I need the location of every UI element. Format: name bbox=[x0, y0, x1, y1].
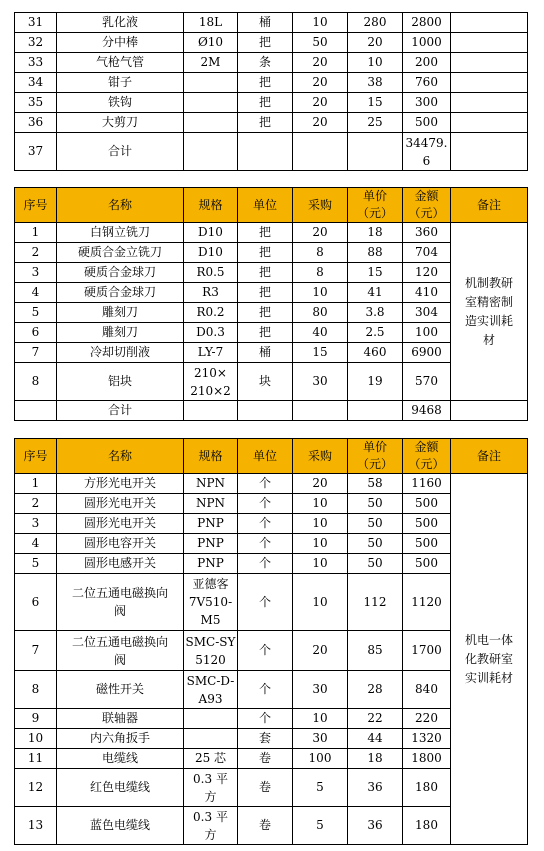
header-qty: 采购 bbox=[293, 188, 348, 223]
cell-no: 37 bbox=[15, 133, 57, 171]
cell-no: 8 bbox=[15, 363, 57, 401]
cell-name: 圆形电感开关 bbox=[57, 554, 184, 574]
cell-spec: 18L bbox=[184, 13, 238, 33]
cell-qty: 10 bbox=[293, 709, 348, 729]
note-cell-line: 化教研室 bbox=[464, 651, 513, 666]
cell-no: 10 bbox=[15, 729, 57, 749]
cell-amount: 1800 bbox=[403, 749, 451, 769]
cell-price: 3.8 bbox=[348, 303, 403, 323]
cell-spec-line: SMC-D- bbox=[186, 673, 235, 688]
cell-no: 8 bbox=[15, 671, 57, 709]
cell-amount: 1000 bbox=[403, 33, 451, 53]
cell-empty bbox=[348, 133, 403, 171]
cell-spec-line: 5120 bbox=[195, 652, 226, 667]
note-cell bbox=[451, 474, 528, 845]
cell-empty bbox=[184, 401, 238, 421]
cell-spec-line: 0.3 平 bbox=[193, 771, 228, 786]
cell-unit: 把 bbox=[238, 303, 293, 323]
table-header-row bbox=[15, 439, 528, 474]
header-amount-line1: 金额 bbox=[414, 189, 439, 203]
cell-amount-line: 6 bbox=[422, 153, 431, 168]
cell-spec-line: SMC-SY bbox=[185, 634, 236, 649]
cell-amount: 1160 bbox=[403, 474, 451, 494]
cell-amount: 704 bbox=[403, 243, 451, 263]
cell-price: 50 bbox=[348, 514, 403, 534]
cell-amount: 500 bbox=[403, 113, 451, 133]
table-row bbox=[15, 33, 528, 53]
cell-price: 36 bbox=[348, 769, 403, 807]
cell-spec bbox=[184, 769, 238, 807]
header-note: 备注 bbox=[451, 188, 528, 223]
cell-name: 硬质合金球刀 bbox=[57, 283, 184, 303]
cell-amount: 1320 bbox=[403, 729, 451, 749]
cell-price: 22 bbox=[348, 709, 403, 729]
note-cell-line: 材 bbox=[482, 332, 495, 347]
cell-name: 联轴器 bbox=[57, 709, 184, 729]
cell-qty: 10 bbox=[293, 494, 348, 514]
cell-unit: 卷 bbox=[238, 807, 293, 845]
cell-amount: 200 bbox=[403, 53, 451, 73]
cell-qty: 10 bbox=[293, 554, 348, 574]
total-row bbox=[15, 133, 528, 171]
cell-amount: 304 bbox=[403, 303, 451, 323]
cell-spec: D10 bbox=[184, 223, 238, 243]
cell-unit: 卷 bbox=[238, 749, 293, 769]
cell-amount: 180 bbox=[403, 769, 451, 807]
cell-name: 钳子 bbox=[57, 73, 184, 93]
cell-qty: 20 bbox=[293, 93, 348, 113]
cell-name: 硬质合金球刀 bbox=[57, 263, 184, 283]
cell-price: 44 bbox=[348, 729, 403, 749]
cell-unit: 把 bbox=[238, 243, 293, 263]
cell-spec: R0.2 bbox=[184, 303, 238, 323]
cell-unit: 个 bbox=[238, 709, 293, 729]
note-cell-line: 实训耗材 bbox=[464, 670, 513, 685]
cell-unit: 把 bbox=[238, 93, 293, 113]
cell-name: 圆形电容开关 bbox=[57, 534, 184, 554]
header-unit: 单位 bbox=[238, 188, 293, 223]
header-amount-line2: （元） bbox=[408, 457, 445, 471]
cell-amount: 2800 bbox=[403, 13, 451, 33]
cell-spec bbox=[184, 807, 238, 845]
cell-unit: 桶 bbox=[238, 13, 293, 33]
cell-name: 圆形光电开关 bbox=[57, 514, 184, 534]
table-row bbox=[15, 474, 528, 494]
cell-unit: 桶 bbox=[238, 343, 293, 363]
cell-qty: 5 bbox=[293, 807, 348, 845]
cell-price: 36 bbox=[348, 807, 403, 845]
header-qty: 采购 bbox=[293, 439, 348, 474]
cell-unit: 块 bbox=[238, 363, 293, 401]
cell-price: 25 bbox=[348, 113, 403, 133]
cell-unit: 卷 bbox=[238, 769, 293, 807]
note-cell-line: 机电一体 bbox=[464, 632, 513, 647]
cell-no: 5 bbox=[15, 554, 57, 574]
cell-no: 3 bbox=[15, 514, 57, 534]
cell-unit: 把 bbox=[238, 113, 293, 133]
cell-spec bbox=[184, 93, 238, 113]
cell-amount: 500 bbox=[403, 514, 451, 534]
cell-no: 6 bbox=[15, 323, 57, 343]
cell-price: 20 bbox=[348, 33, 403, 53]
cell-amount: 1120 bbox=[403, 574, 451, 631]
cell-empty bbox=[184, 133, 238, 171]
cell-price: 28 bbox=[348, 671, 403, 709]
cell-qty: 30 bbox=[293, 729, 348, 749]
cell-spec: LY-7 bbox=[184, 343, 238, 363]
cell-unit: 个 bbox=[238, 631, 293, 671]
cell-no: 13 bbox=[15, 807, 57, 845]
cell-unit: 个 bbox=[238, 534, 293, 554]
cell-spec bbox=[184, 73, 238, 93]
cell-qty: 10 bbox=[293, 514, 348, 534]
cell-note bbox=[451, 401, 528, 421]
cell-spec bbox=[184, 729, 238, 749]
cell-unit: 把 bbox=[238, 73, 293, 93]
cell-price: 15 bbox=[348, 263, 403, 283]
cell-no: 4 bbox=[15, 283, 57, 303]
cell-amount: 410 bbox=[403, 283, 451, 303]
cell-spec-line: 210× bbox=[194, 365, 227, 380]
cell-qty: 20 bbox=[293, 474, 348, 494]
cell-price: 280 bbox=[348, 13, 403, 33]
cell-amount: 9468 bbox=[403, 401, 451, 421]
cell-qty: 8 bbox=[293, 243, 348, 263]
cell-no: 11 bbox=[15, 749, 57, 769]
cell-price: 460 bbox=[348, 343, 403, 363]
cell-price: 41 bbox=[348, 283, 403, 303]
cell-amount: 220 bbox=[403, 709, 451, 729]
cell-amount: 500 bbox=[403, 554, 451, 574]
cell-qty: 20 bbox=[293, 53, 348, 73]
cell-no: 33 bbox=[15, 53, 57, 73]
header-no: 序号 bbox=[15, 439, 57, 474]
note-cell-line: 造实训耗 bbox=[464, 313, 513, 328]
cell-qty: 80 bbox=[293, 303, 348, 323]
cell-qty: 30 bbox=[293, 671, 348, 709]
cell-spec: NPN bbox=[184, 494, 238, 514]
cell-name: 乳化液 bbox=[57, 13, 184, 33]
cell-unit: 个 bbox=[238, 514, 293, 534]
cell-amount bbox=[403, 133, 451, 171]
table-row bbox=[15, 113, 528, 133]
cell-name: 方形光电开关 bbox=[57, 474, 184, 494]
header-name: 名称 bbox=[57, 188, 184, 223]
header-price-line1: 单价 bbox=[362, 440, 387, 454]
cell-no: 35 bbox=[15, 93, 57, 113]
materials-table-continued bbox=[14, 12, 528, 171]
table-header-row bbox=[15, 188, 528, 223]
cell-spec bbox=[184, 709, 238, 729]
cell-spec-line: 亚德客 bbox=[192, 577, 229, 591]
cell-qty: 50 bbox=[293, 33, 348, 53]
cell-note bbox=[451, 113, 528, 133]
cell-empty bbox=[238, 133, 293, 171]
cell-spec: 2M bbox=[184, 53, 238, 73]
cell-price: 88 bbox=[348, 243, 403, 263]
cell-price: 2.5 bbox=[348, 323, 403, 343]
cell-price: 10 bbox=[348, 53, 403, 73]
cell-name bbox=[57, 574, 184, 631]
cell-spec-line: M5 bbox=[200, 613, 221, 627]
cell-no: 31 bbox=[15, 13, 57, 33]
cell-name: 电缆线 bbox=[57, 749, 184, 769]
cell-amount-line: 34479. bbox=[405, 135, 448, 150]
cell-name: 圆形光电开关 bbox=[57, 494, 184, 514]
cell-no: 9 bbox=[15, 709, 57, 729]
cell-unit: 个 bbox=[238, 671, 293, 709]
cell-unit: 把 bbox=[238, 33, 293, 53]
header-amount bbox=[403, 439, 451, 474]
cell-unit: 把 bbox=[238, 323, 293, 343]
cell-no: 36 bbox=[15, 113, 57, 133]
cell-spec-line: 方 bbox=[204, 827, 217, 842]
cell-no: 2 bbox=[15, 494, 57, 514]
cell-name-line: 二位五通电磁换向 bbox=[71, 634, 168, 649]
note-cell-line: 机制教研 bbox=[464, 275, 513, 290]
cell-unit: 把 bbox=[238, 283, 293, 303]
cell-qty: 20 bbox=[293, 223, 348, 243]
cell-spec-line: 7V510- bbox=[188, 595, 233, 609]
cell-qty: 10 bbox=[293, 283, 348, 303]
cell-no: 1 bbox=[15, 474, 57, 494]
cell-amount: 500 bbox=[403, 534, 451, 554]
header-no: 序号 bbox=[15, 188, 57, 223]
cell-note bbox=[451, 73, 528, 93]
cell-unit: 个 bbox=[238, 554, 293, 574]
cell-name: 红色电缆线 bbox=[57, 769, 184, 807]
cell-empty bbox=[238, 401, 293, 421]
cell-amount: 760 bbox=[403, 73, 451, 93]
header-price-line1: 单价 bbox=[362, 189, 387, 203]
cell-price: 15 bbox=[348, 93, 403, 113]
cell-empty bbox=[293, 133, 348, 171]
header-note: 备注 bbox=[451, 439, 528, 474]
mechatronics-table bbox=[14, 438, 528, 845]
cell-name: 分中棒 bbox=[57, 33, 184, 53]
cell-name: 雕刻刀 bbox=[57, 323, 184, 343]
table-row bbox=[15, 73, 528, 93]
header-amount bbox=[403, 188, 451, 223]
cell-empty bbox=[293, 401, 348, 421]
cell-empty bbox=[15, 401, 57, 421]
cell-spec-line: 210×2 bbox=[190, 383, 231, 398]
cell-price: 50 bbox=[348, 554, 403, 574]
header-name: 名称 bbox=[57, 439, 184, 474]
cell-spec: Ø10 bbox=[184, 33, 238, 53]
cell-no: 7 bbox=[15, 631, 57, 671]
cell-name bbox=[57, 631, 184, 671]
table-row bbox=[15, 223, 528, 243]
table-row bbox=[15, 13, 528, 33]
cell-name-line: 阀 bbox=[113, 652, 126, 667]
header-price-line2: （元） bbox=[356, 206, 393, 220]
cell-spec: D0.3 bbox=[184, 323, 238, 343]
cell-price: 38 bbox=[348, 73, 403, 93]
cell-no: 3 bbox=[15, 263, 57, 283]
cell-note bbox=[451, 33, 528, 53]
cell-price: 112 bbox=[348, 574, 403, 631]
cell-name-line: 阀 bbox=[113, 604, 126, 618]
cell-spec: D10 bbox=[184, 243, 238, 263]
note-cell-line: 室精密制 bbox=[464, 294, 513, 309]
cell-total-label: 合计 bbox=[57, 133, 184, 171]
cell-no: 34 bbox=[15, 73, 57, 93]
cell-spec bbox=[184, 671, 238, 709]
cell-note bbox=[451, 93, 528, 113]
cell-name: 内六角扳手 bbox=[57, 729, 184, 749]
cell-no: 32 bbox=[15, 33, 57, 53]
cell-note bbox=[451, 133, 528, 171]
cell-name: 硬质合金立铣刀 bbox=[57, 243, 184, 263]
cell-qty: 5 bbox=[293, 769, 348, 807]
cell-spec-line: 方 bbox=[204, 789, 217, 804]
cell-unit: 个 bbox=[238, 474, 293, 494]
cell-spec bbox=[184, 363, 238, 401]
cell-price: 18 bbox=[348, 749, 403, 769]
cell-price: 85 bbox=[348, 631, 403, 671]
header-price-line2: （元） bbox=[356, 457, 393, 471]
cell-amount: 570 bbox=[403, 363, 451, 401]
cell-no: 1 bbox=[15, 223, 57, 243]
cell-qty: 30 bbox=[293, 363, 348, 401]
cell-no: 4 bbox=[15, 534, 57, 554]
cell-qty: 15 bbox=[293, 343, 348, 363]
cell-unit: 把 bbox=[238, 263, 293, 283]
cell-spec-line: 0.3 平 bbox=[193, 809, 228, 824]
cell-price: 50 bbox=[348, 494, 403, 514]
cell-name: 大剪刀 bbox=[57, 113, 184, 133]
cell-no: 7 bbox=[15, 343, 57, 363]
cell-qty: 100 bbox=[293, 749, 348, 769]
cell-unit: 套 bbox=[238, 729, 293, 749]
cell-unit: 条 bbox=[238, 53, 293, 73]
cell-no: 2 bbox=[15, 243, 57, 263]
cell-amount: 100 bbox=[403, 323, 451, 343]
cell-name: 铝块 bbox=[57, 363, 184, 401]
cell-amount: 500 bbox=[403, 494, 451, 514]
cell-spec bbox=[184, 113, 238, 133]
cell-amount: 180 bbox=[403, 807, 451, 845]
cell-note bbox=[451, 53, 528, 73]
cell-note bbox=[451, 13, 528, 33]
header-amount-line2: （元） bbox=[408, 206, 445, 220]
cell-spec bbox=[184, 574, 238, 631]
cell-qty: 10 bbox=[293, 13, 348, 33]
cell-name: 冷却切削液 bbox=[57, 343, 184, 363]
cell-amount: 6900 bbox=[403, 343, 451, 363]
cell-no: 12 bbox=[15, 769, 57, 807]
cell-name: 气枪气管 bbox=[57, 53, 184, 73]
total-row bbox=[15, 401, 528, 421]
cell-spec: PNP bbox=[184, 534, 238, 554]
cell-qty: 10 bbox=[293, 534, 348, 554]
precision-manufacturing-table bbox=[14, 187, 528, 421]
cell-unit: 个 bbox=[238, 494, 293, 514]
cell-spec: R0.5 bbox=[184, 263, 238, 283]
cell-amount: 360 bbox=[403, 223, 451, 243]
cell-qty: 20 bbox=[293, 631, 348, 671]
cell-price: 19 bbox=[348, 363, 403, 401]
cell-amount: 120 bbox=[403, 263, 451, 283]
header-price bbox=[348, 188, 403, 223]
cell-spec bbox=[184, 631, 238, 671]
header-price bbox=[348, 439, 403, 474]
header-spec: 规格 bbox=[184, 439, 238, 474]
cell-no: 5 bbox=[15, 303, 57, 323]
note-cell bbox=[451, 223, 528, 401]
cell-spec: PNP bbox=[184, 554, 238, 574]
cell-amount: 300 bbox=[403, 93, 451, 113]
table-row bbox=[15, 93, 528, 113]
cell-name: 雕刻刀 bbox=[57, 303, 184, 323]
cell-name: 蓝色电缆线 bbox=[57, 807, 184, 845]
cell-no: 6 bbox=[15, 574, 57, 631]
cell-spec: R3 bbox=[184, 283, 238, 303]
cell-qty: 20 bbox=[293, 113, 348, 133]
header-amount-line1: 金额 bbox=[414, 440, 439, 454]
cell-spec-line: A93 bbox=[198, 691, 223, 706]
cell-price: 50 bbox=[348, 534, 403, 554]
cell-amount: 1700 bbox=[403, 631, 451, 671]
cell-name: 白钢立铣刀 bbox=[57, 223, 184, 243]
cell-price: 58 bbox=[348, 474, 403, 494]
cell-name: 磁性开关 bbox=[57, 671, 184, 709]
cell-total-label: 合计 bbox=[57, 401, 184, 421]
cell-amount: 840 bbox=[403, 671, 451, 709]
cell-qty: 10 bbox=[293, 574, 348, 631]
cell-qty: 40 bbox=[293, 323, 348, 343]
cell-empty bbox=[348, 401, 403, 421]
header-spec: 规格 bbox=[184, 188, 238, 223]
table-row bbox=[15, 53, 528, 73]
cell-qty: 20 bbox=[293, 73, 348, 93]
cell-spec: 25 芯 bbox=[184, 749, 238, 769]
cell-spec: NPN bbox=[184, 474, 238, 494]
cell-unit: 把 bbox=[238, 223, 293, 243]
cell-qty: 8 bbox=[293, 263, 348, 283]
cell-name-line: 二位五通电磁换向 bbox=[71, 586, 168, 600]
cell-spec: PNP bbox=[184, 514, 238, 534]
cell-price: 18 bbox=[348, 223, 403, 243]
cell-unit: 个 bbox=[238, 574, 293, 631]
header-unit: 单位 bbox=[238, 439, 293, 474]
cell-name: 铁钩 bbox=[57, 93, 184, 113]
